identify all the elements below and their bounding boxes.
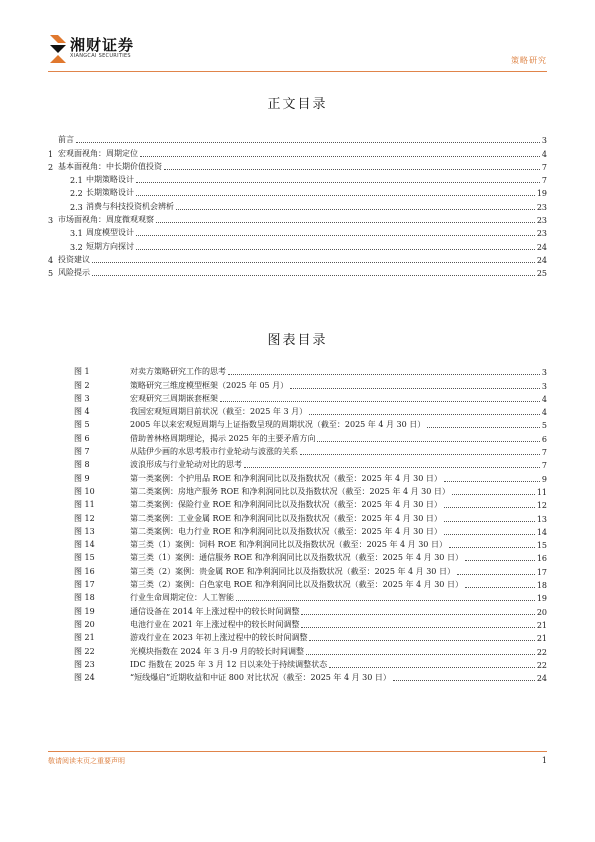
entry-label: 光模块指数在 2024 年 3 月-9 月的较长时间调整 <box>130 646 304 656</box>
footer-divider <box>48 751 547 752</box>
entry-number: 图 24 <box>74 673 95 683</box>
entry-number: 图 18 <box>74 593 95 603</box>
entry-page-number: 22 <box>536 660 547 670</box>
dot-leader <box>444 506 535 508</box>
entry-label: 第二类案例：保险行业 ROE 和净利润同比以及指数状况（截至：2025 年 4 月 30 日） <box>130 500 442 510</box>
entry-page-number: 20 <box>536 607 547 617</box>
figure-toc-entry[interactable] <box>48 417 547 430</box>
dot-leader <box>290 387 540 389</box>
entry-label: 电池行业在 2021 年上涨过程中的较长时间调整 <box>130 619 300 629</box>
entry-number: 图 15 <box>74 553 95 563</box>
dot-leader <box>136 234 535 236</box>
figure-toc-entry[interactable] <box>48 497 547 510</box>
entry-label: 周度模型设计 <box>86 228 134 238</box>
disclaimer-note: 敬请阅读末页之重要声明 <box>48 757 125 765</box>
body-toc-title: 正文目录 <box>267 97 328 112</box>
entry-label: 波浪形成与行业轮动对比的思考 <box>130 460 242 470</box>
entry-page-number: 4 <box>541 408 547 418</box>
entry-page-number: 21 <box>536 634 547 644</box>
figure-toc-entry[interactable] <box>48 364 547 377</box>
entry-number: 图 16 <box>74 566 95 576</box>
dot-leader <box>444 533 535 535</box>
toc-entry[interactable] <box>48 159 547 172</box>
entry-number: 2.1 <box>70 176 83 186</box>
figure-toc-entry[interactable] <box>48 670 547 683</box>
figure-toc-list <box>48 364 547 683</box>
entry-number: 图 10 <box>74 486 95 496</box>
dot-leader <box>156 221 535 223</box>
figure-toc-entry[interactable] <box>48 590 547 603</box>
toc-entry[interactable] <box>48 185 547 198</box>
figure-toc-entry[interactable] <box>48 470 547 483</box>
entry-page-number: 7 <box>541 176 547 186</box>
dot-leader <box>140 155 540 157</box>
entry-page-number: 25 <box>536 269 547 279</box>
entry-number: 3 <box>48 216 54 226</box>
figure-toc-entry[interactable] <box>48 430 547 443</box>
figure-toc-title: 图表目录 <box>267 333 328 348</box>
entry-number: 图 8 <box>74 460 90 470</box>
header-divider <box>48 71 547 72</box>
entry-number: 图 7 <box>74 447 90 457</box>
dot-leader <box>427 426 540 428</box>
entry-label: 风险提示 <box>58 268 90 278</box>
figure-toc-entry[interactable] <box>48 404 547 417</box>
entry-page-number: 24 <box>536 255 547 265</box>
entry-label: 从陆伊少画的水思考股市行业轮动与波涨的关系 <box>130 447 298 457</box>
entry-number: 图 19 <box>74 606 95 616</box>
figure-toc-entry[interactable] <box>48 510 547 523</box>
entry-label: 市场面视角：周度微观观察 <box>58 215 154 225</box>
dot-leader <box>301 626 534 628</box>
figure-toc-entry[interactable] <box>48 563 547 576</box>
report-category: 策略研究 <box>511 56 547 65</box>
entry-page-number: 13 <box>536 514 547 524</box>
entry-page-number: 17 <box>536 567 547 577</box>
entry-number: 图 5 <box>74 420 90 430</box>
toc-entry[interactable] <box>48 145 547 158</box>
entry-label: 第二类案例：电力行业 ROE 和净利润同比以及指数状况（截至：2025 年 4 月 30 日） <box>130 526 442 536</box>
entry-number: 3.1 <box>70 229 83 239</box>
entry-label: 对卖方策略研究工作的思考 <box>130 367 226 377</box>
figure-toc-entry[interactable] <box>48 603 547 616</box>
entry-label: 通信设备在 2014 年上涨过程中的较长时间调整 <box>130 606 300 616</box>
toc-entry[interactable] <box>48 238 547 251</box>
entry-number: 图 22 <box>74 646 95 656</box>
entry-page-number: 7 <box>541 448 547 458</box>
company-logo <box>48 33 168 67</box>
entry-page-number: 3 <box>541 381 547 391</box>
entry-number: 图 9 <box>74 473 90 483</box>
dot-leader <box>236 599 535 601</box>
dot-leader <box>136 194 535 196</box>
dot-leader <box>393 679 535 681</box>
entry-label: 宏观面视角：周期定位 <box>58 148 138 158</box>
dot-leader <box>220 400 540 402</box>
dot-leader <box>306 653 535 655</box>
entry-page-number: 19 <box>536 189 547 199</box>
entry-page-number: 3 <box>541 136 547 146</box>
dot-leader <box>136 181 540 183</box>
figure-toc-entry[interactable] <box>48 391 547 404</box>
dot-leader <box>164 168 540 170</box>
entry-number: 3.2 <box>70 242 83 252</box>
figure-toc-entry[interactable] <box>48 457 547 470</box>
entry-page-number: 15 <box>536 541 547 551</box>
body-toc-list <box>48 132 547 278</box>
entry-page-number: 7 <box>541 461 547 471</box>
entry-page-number: 23 <box>536 216 547 226</box>
dot-leader <box>76 141 540 143</box>
dot-leader <box>457 573 535 575</box>
entry-number: 图 21 <box>74 633 95 643</box>
entry-label: 第三类（2）案例：白色家电 ROE 和净利润同比以及指数状况（截至：2025 年 4 月 30 日） <box>130 580 463 590</box>
entry-page-number: 24 <box>536 674 547 684</box>
entry-page-number: 9 <box>541 474 547 484</box>
entry-label: 借助普林格周期理论，揭示 2025 年的主要矛盾方向 <box>130 433 316 443</box>
entry-label: 消费与科技投资机会辨析 <box>86 201 174 211</box>
entry-number: 图 14 <box>74 540 95 550</box>
toc-entry[interactable] <box>48 198 547 211</box>
toc-entry[interactable] <box>48 265 547 278</box>
dot-leader <box>92 274 535 276</box>
figure-toc-entry[interactable] <box>48 617 547 630</box>
figure-toc-entry[interactable] <box>48 550 547 563</box>
figure-toc-entry[interactable] <box>48 484 547 497</box>
entry-label: 游戏行业在 2023 年初上涨过程中的较长时间调整 <box>130 633 308 643</box>
entry-number: 图 3 <box>74 393 90 403</box>
entry-number: 4 <box>48 255 54 265</box>
dot-leader <box>309 639 534 641</box>
entry-label: 第二类案例：工业金属 ROE 和净利润同比以及指数状况（截至：2025 年 4 月 30 日） <box>130 513 442 523</box>
dot-leader <box>444 480 540 482</box>
entry-page-number: 4 <box>541 394 547 404</box>
entry-page-number: 23 <box>536 229 547 239</box>
dot-leader <box>465 559 535 561</box>
entry-page-number: 5 <box>541 421 547 431</box>
entry-label: 策略研究三维度模型框架（2025 年 05 月） <box>130 380 289 390</box>
entry-number: 图 1 <box>74 367 90 377</box>
dot-leader <box>329 666 535 668</box>
entry-page-number: 12 <box>536 501 547 511</box>
figure-toc-entry[interactable] <box>48 643 547 656</box>
entry-number: 2.2 <box>70 189 83 199</box>
dot-leader <box>452 493 535 495</box>
figure-toc-entry[interactable] <box>48 524 547 537</box>
entry-label: 行业生命周期定位：人工智能 <box>130 593 234 603</box>
entry-page-number: 24 <box>536 242 547 252</box>
entry-number: 图 11 <box>74 500 95 510</box>
figure-toc-entry[interactable] <box>48 537 547 550</box>
entry-page-number: 4 <box>541 149 547 159</box>
page-header <box>48 33 547 69</box>
entry-page-number: 22 <box>536 647 547 657</box>
entry-label: 第三类（1）案例：饲料 ROE 和净利润同比以及指数状况（截至：2025 年 4 月 30 日） <box>130 540 447 550</box>
entry-page-number: 3 <box>541 368 547 378</box>
entry-number: 图 12 <box>74 513 95 523</box>
entry-page-number: 16 <box>536 554 547 564</box>
dot-leader <box>317 440 539 442</box>
entry-page-number: 11 <box>536 487 547 497</box>
dot-leader <box>136 248 535 250</box>
toc-entry[interactable] <box>48 225 547 238</box>
entry-label: 2005 年以来宏观短周期与上证指数呈现的周期状况（截至：2025 年 4 月 30 日） <box>130 420 426 430</box>
entry-label: 第三类（1）案例：通信服务 ROE 和净利润同比以及指数状况（截至：2025 年 4 月 30 日） <box>130 553 463 563</box>
dot-leader <box>244 466 540 468</box>
entry-number: 图 6 <box>74 433 90 443</box>
dot-leader <box>300 453 540 455</box>
entry-label: 我国宏观短周期目前状况（截至：2025 年 3 月） <box>130 407 308 417</box>
entry-label: “短线爆启”近期收益和中证 800 对比状况（截至：2025 年 4 月 30 日） <box>130 673 391 683</box>
logo-english-name: XIANGCAI SECURITIES <box>70 53 131 59</box>
entry-label: 第三类（2）案例：贵金属 ROE 和净利润同比以及指数状况（截至：2025 年 4 月 30 日） <box>130 566 455 576</box>
entry-number: 图 4 <box>74 407 90 417</box>
entry-page-number: 6 <box>541 434 547 444</box>
dot-leader <box>301 613 534 615</box>
toc-entry[interactable] <box>48 212 547 225</box>
figure-toc-entry[interactable] <box>48 577 547 590</box>
entry-label: 中期策略设计 <box>86 175 134 185</box>
entry-page-number: 19 <box>536 594 547 604</box>
toc-entry[interactable] <box>48 252 547 265</box>
dot-leader <box>176 208 535 210</box>
entry-number: 图 2 <box>74 380 90 390</box>
figure-toc-entry[interactable] <box>48 657 547 670</box>
figure-toc-entry[interactable] <box>48 444 547 457</box>
entry-label: 长期策略设计 <box>86 188 134 198</box>
entry-number: 图 13 <box>74 526 95 536</box>
entry-page-number: 14 <box>536 527 547 537</box>
entry-page-number: 18 <box>536 581 547 591</box>
toc-entry[interactable] <box>48 172 547 185</box>
entry-label: 宏观研究三周期嵌套框架 <box>130 393 218 403</box>
entry-label: 基本面视角：中长期价值投资 <box>58 161 162 171</box>
entry-label: 第一类案例：个护用品 ROE 和净利润同比以及指数状况（截至：2025 年 4 月 30 日） <box>130 473 442 483</box>
entry-page-number: 23 <box>536 202 547 212</box>
logo-chinese-name: 湘财证券 <box>70 36 135 54</box>
toc-entry[interactable] <box>48 132 547 145</box>
entry-label: 短期方向探讨 <box>86 241 134 251</box>
entry-number: 图 17 <box>74 580 95 590</box>
entry-number: 2 <box>48 162 54 172</box>
dot-leader <box>228 373 540 375</box>
entry-number: 图 23 <box>74 659 95 669</box>
logo-mark-icon <box>48 34 68 64</box>
entry-page-number: 7 <box>541 162 547 172</box>
dot-leader <box>465 586 535 588</box>
page-number: 1 <box>541 756 547 765</box>
entry-page-number: 21 <box>536 620 547 630</box>
figure-toc-entry[interactable] <box>48 377 547 390</box>
entry-number: 图 20 <box>74 619 95 629</box>
entry-number: 5 <box>48 269 54 279</box>
entry-label: 前言 <box>58 135 74 145</box>
dot-leader <box>309 413 540 415</box>
dot-leader <box>444 520 535 522</box>
entry-label: IDC 指数在 2025 年 3 月 12 日以来处于持续调整状态 <box>130 659 328 669</box>
dot-leader <box>449 546 535 548</box>
entry-label: 第二类案例：房地产服务 ROE 和净利润同比以及指数状况（截至：2025 年 4 月 30 日） <box>130 486 450 496</box>
figure-toc-entry[interactable] <box>48 630 547 643</box>
entry-label: 投资建议 <box>58 254 90 264</box>
entry-number: 2.3 <box>70 202 83 212</box>
dot-leader <box>92 261 535 263</box>
entry-number: 1 <box>48 149 54 159</box>
